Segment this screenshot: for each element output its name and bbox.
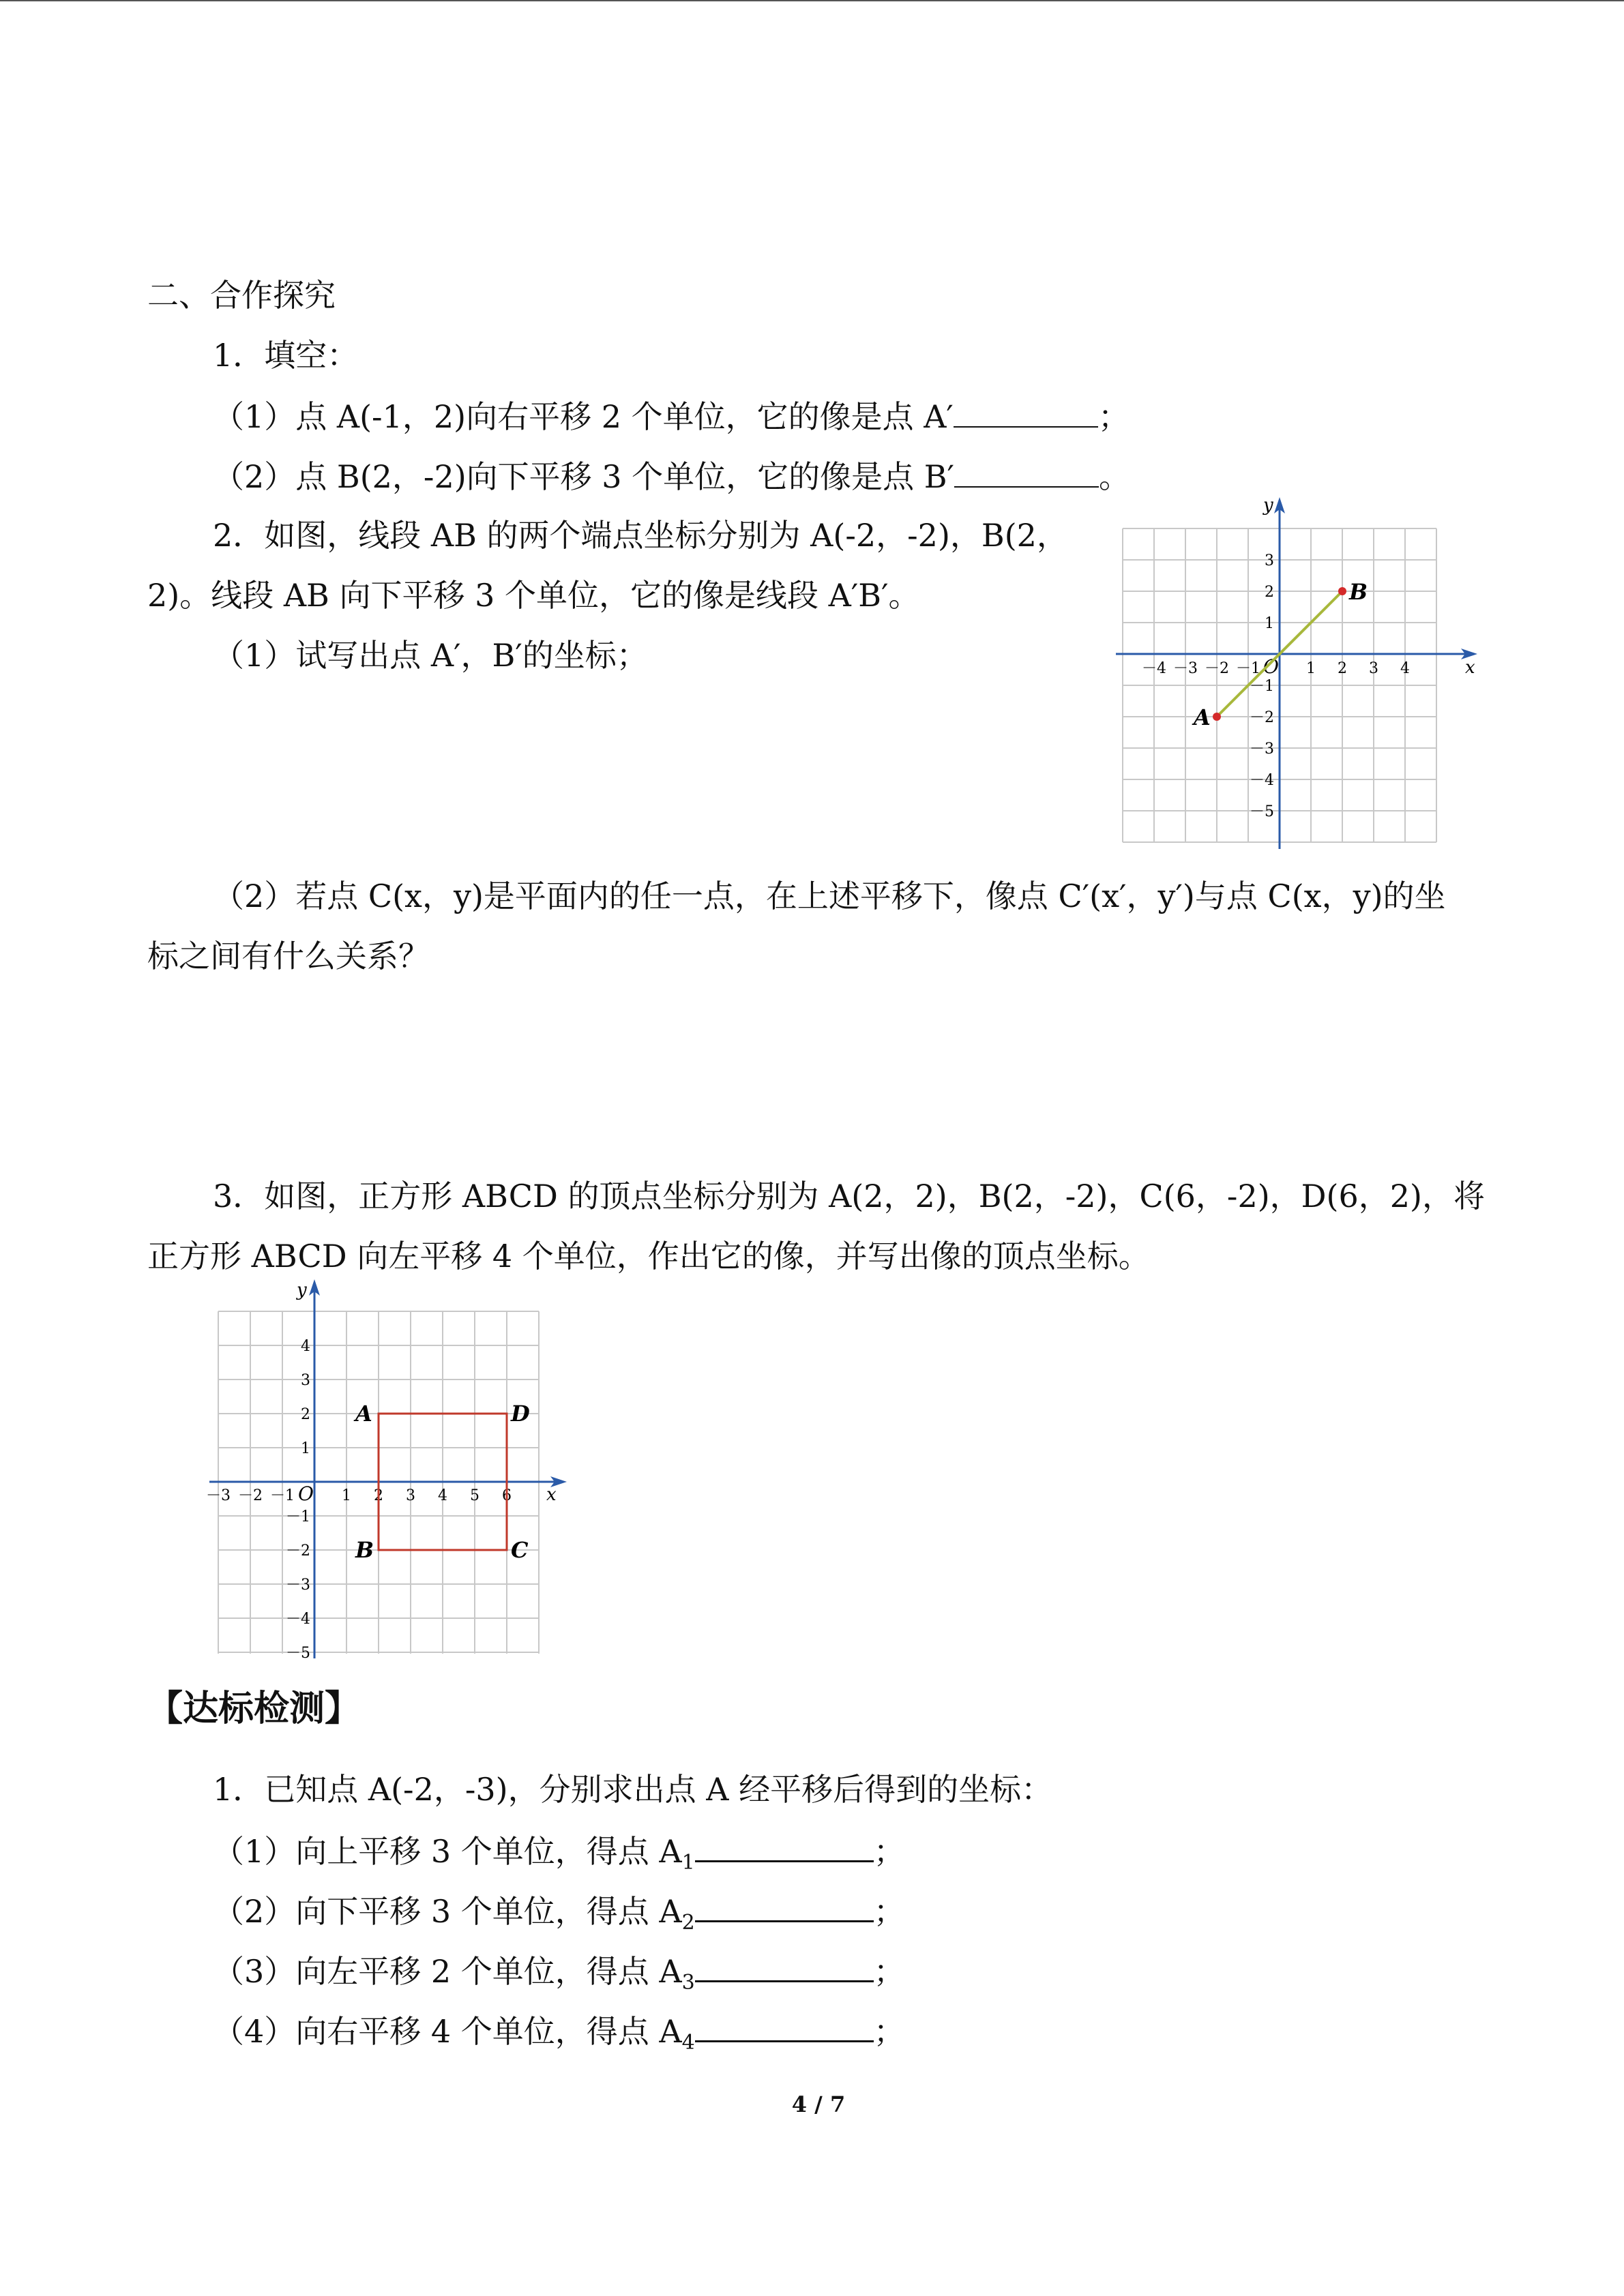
check-item-subscript: 3 <box>681 1971 695 1995</box>
answer-blank-a-prime[interactable] <box>954 396 1098 428</box>
y-tick: －5 <box>286 1645 310 1662</box>
answer-blank-b-prime[interactable] <box>954 456 1099 488</box>
point-b-dot <box>1338 587 1346 595</box>
x-tick: －4 <box>1142 660 1166 677</box>
question-2-line1: 2．如图，线段 AB 的两个端点坐标分别为 A(-2，-2)，B(2， <box>213 517 1068 554</box>
point-a-dot <box>1213 713 1221 721</box>
y-tick: －3 <box>286 1577 310 1594</box>
label-a: A <box>355 1401 372 1427</box>
y-tick: －3 <box>1250 741 1274 758</box>
y-tick: －2 <box>1250 709 1274 726</box>
x-tick: －2 <box>238 1487 263 1504</box>
y-tick: －4 <box>286 1611 310 1628</box>
check-item-end: ； <box>873 2013 905 2050</box>
answer-blank-a2[interactable] <box>695 1890 874 1922</box>
question-1-2-text: （2）点 B(2，-2)向下平移 3 个单位，它的像是点 B′ <box>213 458 955 495</box>
y-tick: 3 <box>1265 552 1274 569</box>
answer-blank-a1[interactable] <box>695 1830 874 1862</box>
question-1-heading: 1．填空： <box>213 337 359 374</box>
label-b: B <box>355 1537 374 1563</box>
x-tick: 3 <box>1369 660 1378 677</box>
x-tick: 5 <box>470 1487 479 1504</box>
x-tick: －3 <box>206 1487 231 1504</box>
check-item-subscript: 1 <box>681 1851 695 1875</box>
x-tick: －3 <box>1173 660 1198 677</box>
x-tick: 1 <box>1306 660 1316 677</box>
figure-segment-ab <box>1112 494 1480 849</box>
question-1-2-end: 。 <box>1099 458 1131 495</box>
x-tick: －1 <box>270 1487 295 1504</box>
y-tick: －5 <box>1250 803 1274 820</box>
label-d: D <box>511 1401 530 1427</box>
x-tick: 4 <box>1400 660 1410 677</box>
point-b-label: B <box>1349 579 1368 605</box>
question-3-line1: 3．如图，正方形 ABCD 的顶点坐标分别为 A(2，2)，B(2，-2)，C(6，-2)，D(6，2)，将 <box>213 1178 1485 1214</box>
check-item-4 <box>213 2010 905 2062</box>
x-tick: 4 <box>438 1487 447 1504</box>
check-item-3 <box>213 1950 905 2002</box>
x-tick: 1 <box>342 1487 351 1504</box>
section-title: 二、合作探究 <box>147 277 336 314</box>
x-axis-label: x <box>546 1485 557 1505</box>
y-tick: 4 <box>301 1338 310 1355</box>
y-tick: －4 <box>1250 772 1274 789</box>
check-item-subscript: 4 <box>681 2031 695 2055</box>
check-item-end: ； <box>873 1953 905 1990</box>
y-tick: －1 <box>286 1508 310 1525</box>
x-axis-label: x <box>1465 657 1475 678</box>
x-tick: 2 <box>374 1487 383 1504</box>
check-item-1 <box>213 1830 905 1882</box>
figure-square-abcd <box>201 1275 576 1664</box>
y-tick: 2 <box>301 1406 310 1423</box>
label-c: C <box>511 1537 529 1563</box>
question-3-line2: 正方形 ABCD 向左平移 4 个单位，作出它的像，并写出像的顶点坐标。 <box>147 1238 1150 1274</box>
top-border <box>0 0 1624 1</box>
check-item-text: （1）向上平移 3 个单位，得点 A <box>213 1833 682 1870</box>
check-item-text: （3）向左平移 2 个单位，得点 A <box>213 1953 682 1990</box>
y-tick: －2 <box>286 1542 310 1560</box>
question-2-line2: 2)。线段 AB 向下平移 3 个单位，它的像是线段 A′B′。 <box>147 577 920 614</box>
point-a-label: A <box>1194 704 1211 730</box>
check-item-end: ； <box>873 1893 905 1930</box>
check-item-subscript: 2 <box>681 1911 695 1935</box>
x-tick: 6 <box>502 1487 512 1504</box>
x-tick: －1 <box>1236 660 1260 677</box>
page-number: 4 / 7 <box>791 2091 846 2117</box>
question-2-sub1: （1）试写出点 A′，B′的坐标； <box>213 637 648 674</box>
x-tick: 3 <box>406 1487 415 1504</box>
check-item-text: （2）向下平移 3 个单位，得点 A <box>213 1893 682 1930</box>
origin-label: O <box>298 1482 314 1505</box>
y-tick-labels <box>1250 552 1274 820</box>
check-question-1: 1．已知点 A(-2，-3)，分别求出点 A 经平移后得到的坐标： <box>213 1771 1053 1808</box>
y-axis-label: y <box>1263 495 1273 516</box>
question-1-1-end: ； <box>1097 398 1130 435</box>
check-item-text: （4）向右平移 4 个单位，得点 A <box>213 2013 682 2050</box>
y-tick: 1 <box>301 1440 310 1457</box>
x-tick: －2 <box>1205 660 1229 677</box>
answer-blank-a3[interactable] <box>695 1950 874 1982</box>
x-tick-labels <box>206 1487 512 1504</box>
question-1-1 <box>213 396 1130 436</box>
answer-blank-a4[interactable] <box>695 2010 874 2042</box>
x-tick: 2 <box>1338 660 1347 677</box>
question-2-sub2-line1: （2）若点 C(x，y)是平面内的任一点，在上述平移下，像点 C′(x′，y′)与点 C(x，y)的坐 <box>213 878 1446 914</box>
section-heading-check: 【达标检测】 <box>147 1688 361 1729</box>
y-tick: 2 <box>1265 584 1274 601</box>
y-axis-label: y <box>297 1280 307 1300</box>
check-item-2 <box>213 1890 905 1942</box>
origin-label: O <box>1263 655 1279 678</box>
question-1-1-text: （1）点 A(-1，2)向右平移 2 个单位，它的像是点 A′ <box>213 398 954 435</box>
y-tick: －1 <box>1250 678 1274 695</box>
check-item-end: ； <box>873 1833 905 1870</box>
question-2-sub2-line2: 标之间有什么关系？ <box>147 938 430 974</box>
y-tick: 3 <box>301 1372 310 1389</box>
question-1-2 <box>213 456 1130 496</box>
y-tick: 1 <box>1265 615 1274 632</box>
